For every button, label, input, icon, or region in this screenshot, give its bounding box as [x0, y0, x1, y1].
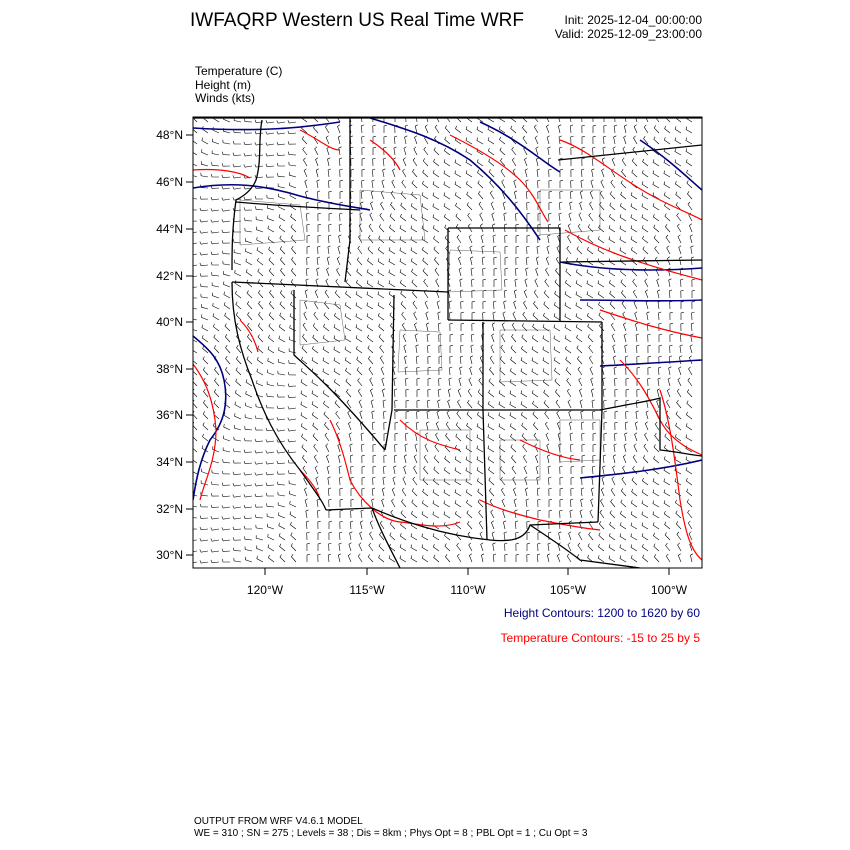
lat-label-32: 32°N — [156, 502, 183, 516]
lat-label-38: 38°N — [156, 362, 183, 376]
model-config: WE = 310 ; SN = 275 ; Levels = 38 ; Dis = 8km ; Phys Opt = 8 ; PBL Opt = 1 ; Cu Opt = 3 — [194, 828, 588, 839]
plot-title: IWFAQRP Western US Real Time WRF — [190, 10, 524, 31]
lon-label-120: 120°W — [246, 583, 284, 597]
valid-time: Valid: 2025-12-09_23:00:00 — [554, 27, 702, 41]
lat-label-48: 48°N — [156, 128, 183, 142]
height-contour-legend: Height Contours: 1200 to 1620 by 60 — [503, 606, 700, 620]
lat-label-40: 40°N — [156, 315, 183, 329]
lat-label-42: 42°N — [156, 269, 183, 283]
lon-label-100: 100°W — [650, 583, 688, 597]
wind-barb-field — [189, 114, 695, 564]
lat-label-44: 44°N — [156, 222, 183, 236]
variable-height: Height (m) — [195, 78, 252, 92]
lat-label-30: 30°N — [156, 548, 183, 562]
variable-temperature: Temperature (C) — [195, 64, 283, 78]
state-boundaries — [193, 118, 702, 568]
lat-label-36: 36°N — [156, 408, 183, 422]
variable-winds: Winds (kts) — [195, 91, 255, 105]
longitude-labels — [247, 568, 688, 597]
lon-label-110: 110°W — [450, 583, 486, 597]
lon-label-105: 105°W — [549, 583, 587, 597]
temperature-contour-legend: Temperature Contours: -15 to 25 by 5 — [500, 631, 700, 645]
model-info: OUTPUT FROM WRF V4.6.1 MODEL — [194, 816, 363, 827]
wind-barbs — [189, 114, 695, 564]
lon-label-115: 115°W — [349, 583, 385, 597]
lat-label-34: 34°N — [156, 455, 183, 469]
latitude-labels — [156, 128, 193, 562]
lat-label-46: 46°N — [156, 175, 183, 189]
init-time: Init: 2025-12-04_00:00:00 — [564, 13, 702, 27]
map-frame — [193, 117, 702, 568]
